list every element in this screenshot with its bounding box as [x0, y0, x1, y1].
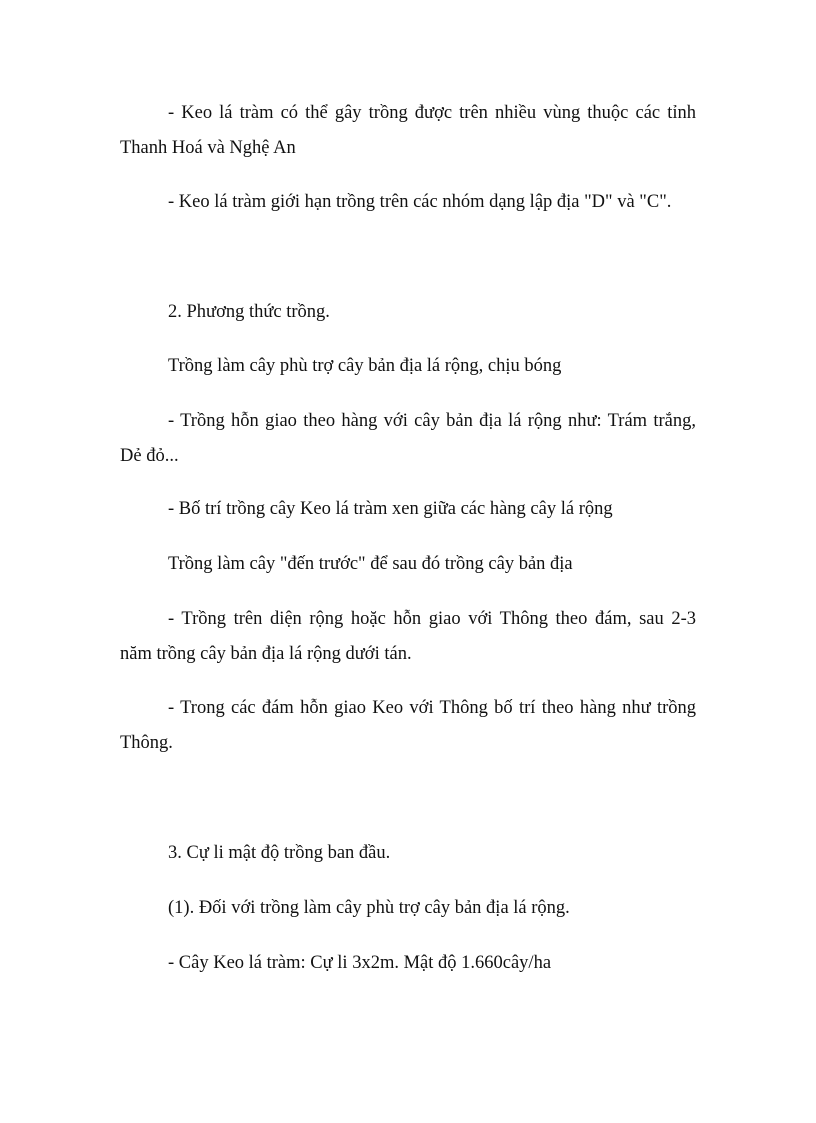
- paragraph-2: - Keo lá tràm giới hạn trồng trên các nhóm dạng lập địa "D" và "C".: [168, 192, 672, 212]
- paragraph-8-line-2: năm trồng cây bản địa lá rộng dưới tán.: [120, 644, 412, 664]
- paragraph-5-line-2: Dẻ đỏ...: [120, 446, 179, 466]
- paragraph-5-line-1: - Trồng hỗn giao theo hàng với cây bản địa lá rộng như: Trám trắng,: [168, 411, 696, 431]
- paragraph-9-line-1: - Trong các đám hỗn giao Keo với Thông bố trí theo hàng như trồng: [168, 698, 696, 718]
- paragraph-8-line-1: - Trồng trên diện rộng hoặc hỗn giao với Thông theo đám, sau 2-3: [168, 609, 696, 629]
- paragraph-9-line-2: Thông.: [120, 733, 173, 753]
- section-heading-3: 3. Cự li mật độ trồng ban đầu.: [168, 843, 391, 863]
- paragraph-1-line-1: - Keo lá tràm có thể gây trồng được trên nhiều vùng thuộc các tỉnh: [168, 103, 696, 123]
- subheading-1: (1). Đối với trồng làm cây phù trợ cây bản địa lá rộng.: [168, 898, 570, 918]
- subheading-den-truoc: Trồng làm cây "đến trước" để sau đó trồng cây bản địa: [168, 554, 573, 574]
- section-heading-2: 2. Phương thức trồng.: [168, 302, 330, 322]
- paragraph-6: - Bố trí trồng cây Keo lá tràm xen giữa các hàng cây lá rộng: [168, 499, 613, 519]
- paragraph-12: - Cây Keo lá tràm: Cự li 3x2m. Mật độ 1.660cây/ha: [168, 953, 552, 973]
- subheading-phu-tro: Trồng làm cây phù trợ cây bản địa lá rộng, chịu bóng: [168, 356, 562, 376]
- paragraph-1-line-2: Thanh Hoá và Nghệ An: [120, 138, 296, 158]
